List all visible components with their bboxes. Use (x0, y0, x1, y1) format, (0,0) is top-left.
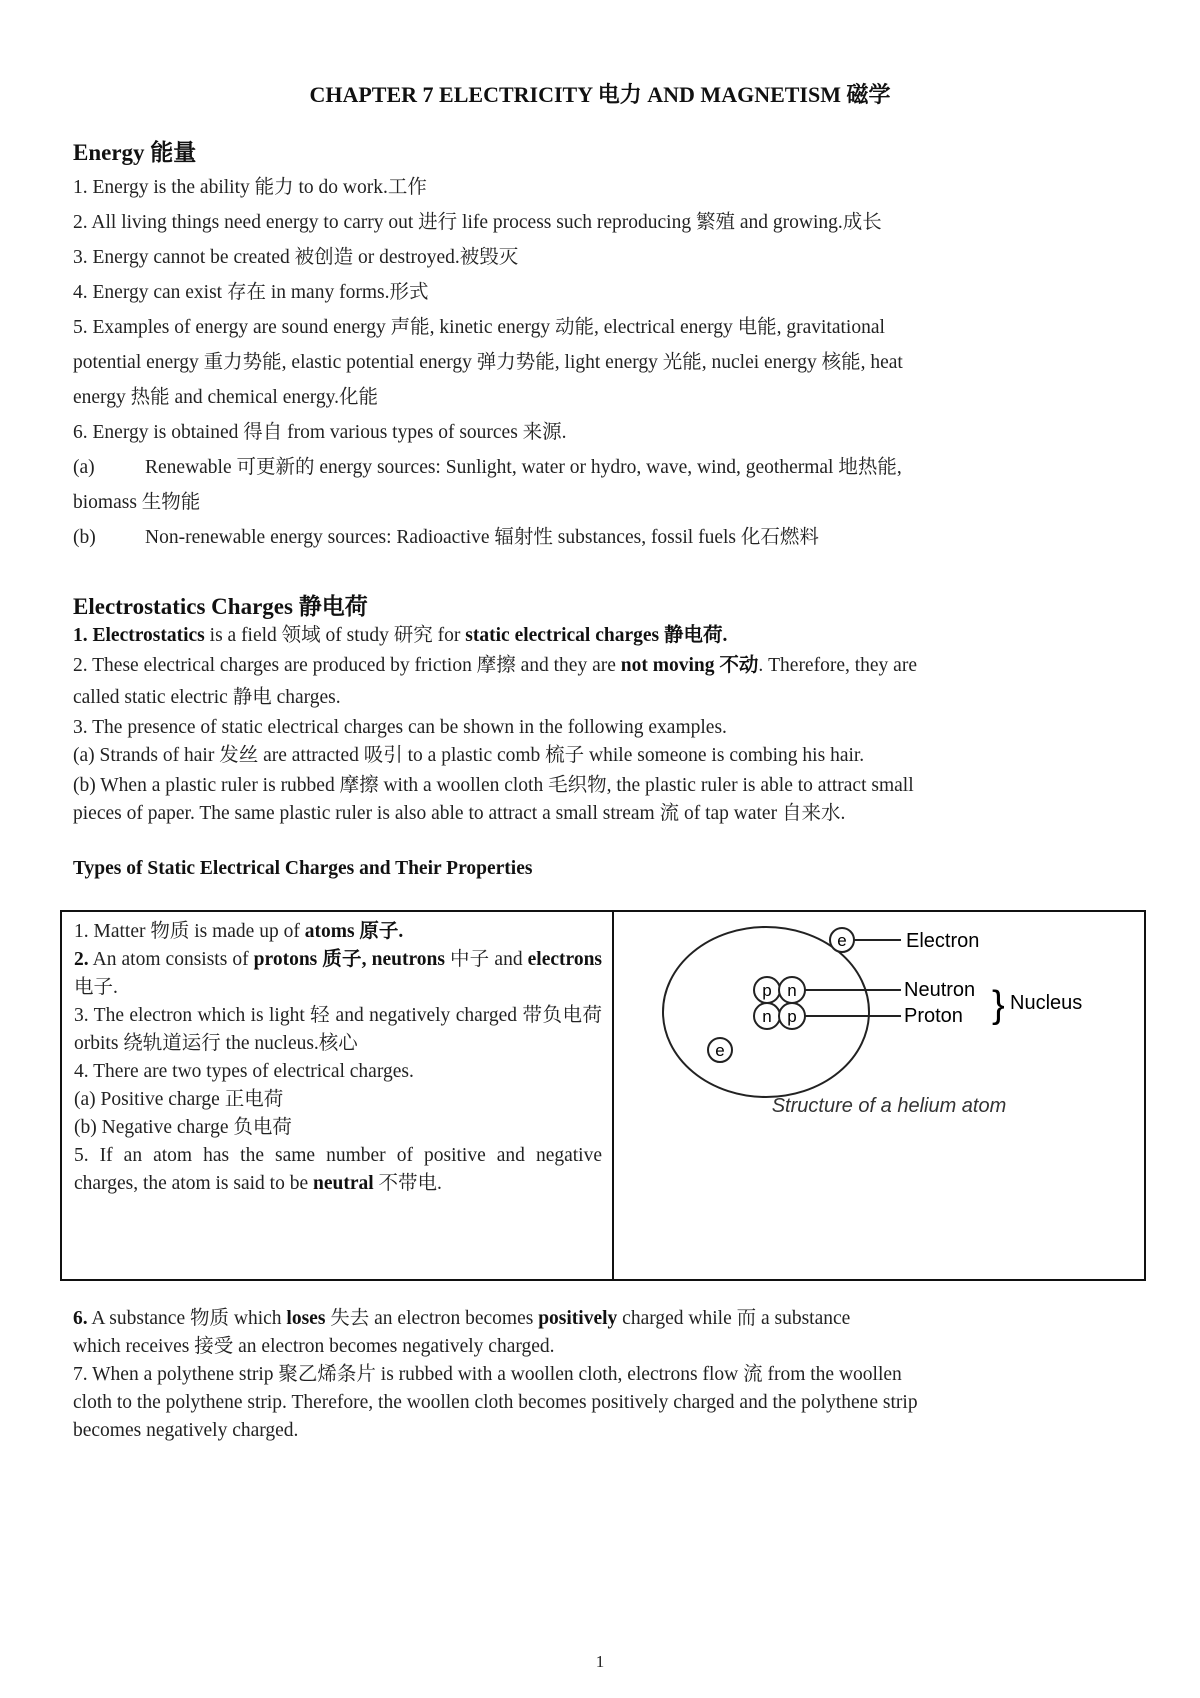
after-point-6-cont: which receives 接受 an electron becomes negatively charged. (73, 1336, 555, 1357)
bold-term: atoms 原子. (304, 921, 404, 942)
atom-diagram-cell (613, 911, 1145, 1280)
bold-term: positively (538, 1308, 618, 1329)
energy-point-5-line-1: 5. Examples of energy are sound energy 声能, kinetic energy 动能, electrical energy 电能, gravitational (73, 317, 885, 338)
energy-point-1: 1. Energy is the ability 能力 to do work.工作 (73, 177, 427, 198)
text-run: 电子. (74, 977, 118, 998)
text-run: is a field 领域 of study 研究 for (204, 625, 466, 646)
text-run: 失去 an electron becomes (325, 1308, 539, 1329)
electron-label: Electron (906, 930, 980, 952)
energy-point-5-line-3: energy 热能 and chemical energy.化能 (73, 387, 379, 408)
energy-heading: Energy 能量 (73, 140, 197, 165)
text-run: 1. Matter 物质 is made up of (74, 921, 305, 942)
bold-term: not moving 不动 (620, 655, 759, 676)
after-point-7-line-1: 7. When a polythene strip 聚乙烯条片 is rubbed with a woollen cloth, electrons flow 流 from the woollen (73, 1364, 902, 1385)
fact-2 (74, 946, 602, 1002)
electrostatics-example-b-line-2: pieces of paper. The same plastic ruler is also able to attract a small stream 流 of tap water 自来水. (73, 803, 846, 824)
electron-top-letter: e (837, 931, 847, 950)
diagram-caption: Structure of a helium atom (771, 1095, 1007, 1117)
text-run: A substance 物质 which (87, 1308, 287, 1329)
fact-4b: (b) Negative charge 负电荷 (74, 1117, 292, 1138)
electrostatics-point-3: 3. The presence of static electrical charges can be shown in the following examples. (73, 717, 727, 738)
non-renewable-text: Non-renewable energy sources: Radioactive 辐射性 substances, fossil fuels 化石燃料 (145, 527, 819, 548)
text-run: 5. If an atom has the same number of positive and negative charges, the atom is said to be (74, 1145, 602, 1194)
item-label: (a) (73, 457, 95, 478)
text-run: 2. These electrical charges are produced by friction 摩擦 and they are (73, 655, 621, 676)
text-run: An atom consists of (88, 949, 254, 970)
text-run: charged while 而 a substance (617, 1308, 851, 1329)
text-run: 不带电. (373, 1173, 442, 1194)
energy-point-5-line-2: potential energy 重力势能, elastic potential energy 弹力势能, light energy 光能, nuclei energy 核能, heat (73, 352, 903, 373)
bold-term: electrons (527, 949, 603, 970)
electrostatics-example-b-line-1: (b) When a plastic ruler is rubbed 摩擦 with a woollen cloth 毛织物, the plastic ruler is able to attract small (73, 775, 914, 796)
nucleus-label: Nucleus (1010, 992, 1083, 1014)
after-point-7-line-2: cloth to the polythene strip. Therefore, the woollen cloth becomes positively charged and the polythene strip (73, 1392, 918, 1413)
item-label: (b) (73, 527, 96, 548)
types-heading: Types of Static Electrical Charges and Their Properties (73, 858, 533, 879)
electrostatics-heading: Electrostatics Charges 静电荷 (73, 594, 368, 619)
electrostatics-point-1 (73, 622, 1133, 650)
proton-top-letter: p (762, 981, 772, 1000)
energy-point-6: 6. Energy is obtained 得自 from various types of sources 来源. (73, 422, 567, 443)
atom-facts-cell (61, 911, 613, 1280)
point-number: 6. (73, 1308, 88, 1329)
electrostatics-example-a: (a) Strands of hair 发丝 are attracted 吸引 to a plastic comb 梳子 while someone is combing his hair. (73, 745, 865, 766)
bold-term: loses (286, 1308, 326, 1329)
energy-renewable (73, 450, 1133, 485)
chapter-title: CHAPTER 7 ELECTRICITY 电力 AND MAGNETISM 磁学 (309, 82, 891, 107)
atom-structure-table (60, 910, 1146, 1281)
neutron-top-letter: n (787, 981, 797, 1000)
point-number: 1. (73, 625, 93, 646)
energy-point-3: 3. Energy cannot be created 被创造 or destroyed.被毁灭 (73, 247, 519, 268)
neutron-label: Neutron (904, 979, 976, 1001)
electron-bottom-letter: e (715, 1041, 725, 1060)
energy-non-renewable (73, 520, 1133, 555)
proton-label: Proton (904, 1005, 963, 1027)
bold-term: neutral (313, 1173, 374, 1194)
energy-point-2: 2. All living things need energy to carry out 进行 life process such reproducing 繁殖 and growing.成长 (73, 212, 882, 233)
after-point-6 (73, 1305, 1133, 1333)
neutron-bottom-letter: n (762, 1007, 772, 1026)
helium-atom-diagram (614, 912, 1154, 1274)
energy-point-4: 4. Energy can exist 存在 in many forms.形式 (73, 282, 429, 303)
brace-symbol: } (992, 984, 1005, 1026)
point-number: 2. (74, 949, 89, 970)
proton-bottom-letter: p (787, 1007, 797, 1026)
fact-5 (74, 1142, 602, 1198)
after-point-7-line-3: becomes negatively charged. (73, 1420, 299, 1441)
electrostatics-point-2 (73, 652, 1133, 680)
energy-renewable-cont: biomass 生物能 (73, 492, 201, 513)
electrostatics-point-2-cont: called static electric 静电 charges. (73, 687, 341, 708)
bold-term: protons 质子, neutrons (253, 949, 445, 970)
fact-4a: (a) Positive charge 正电荷 (74, 1089, 284, 1110)
text-run: . Therefore, they are (758, 655, 917, 676)
fact-1 (74, 918, 602, 946)
bold-term: static electrical charges (465, 625, 660, 646)
text-run: 中子 and (444, 949, 528, 970)
renewable-text: Renewable 可更新的 energy sources: Sunlight, water or hydro, wave, wind, geothermal 地热能, (145, 457, 902, 478)
page-number: 1 (595, 1652, 605, 1671)
fact-3: 3. The electron which is light 轻 and negatively charged 带负电荷 orbits 绕轨道运行 the nucleus.核心 (74, 1005, 602, 1054)
bold-term: Electrostatics (92, 625, 205, 646)
fact-4: 4. There are two types of electrical charges. (74, 1061, 414, 1082)
text-run: 静电荷. (659, 625, 728, 646)
